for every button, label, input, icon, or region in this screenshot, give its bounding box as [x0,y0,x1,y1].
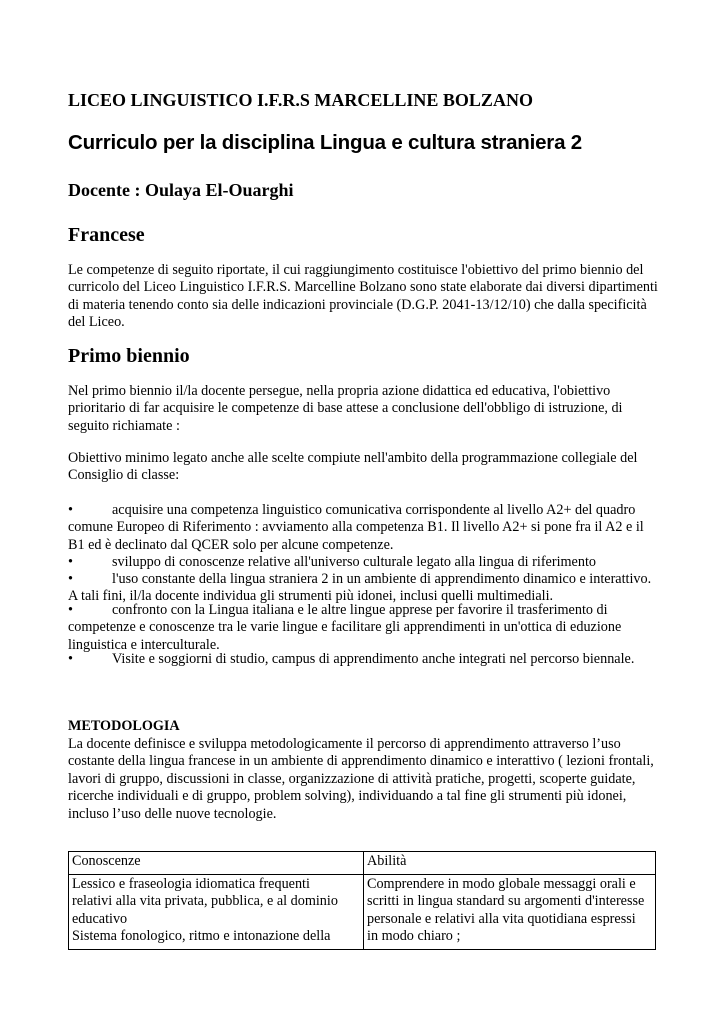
bullet-marker: • [68,502,73,518]
bullet-text: sviluppo di conoscenze relative all'universo culturale legato alla lingua di riferimento [112,554,596,570]
teacher-heading: Docente : Oulaya El-Ouarghi [68,180,294,200]
cell-abilita [364,875,656,950]
objective-bullet-4 [68,602,660,654]
objective-bullet-3 [68,571,660,606]
cell-line: personale e relativi alla vita quotidiana espressi [367,910,636,927]
cell-line: Sistema fonologico, ritmo e intonazione della [72,928,331,945]
header-abilita: Abilità [364,852,656,875]
bullet-text: acquisire una competenza linguistico comunicativa corrispondente al livello A2+ del quadro comune Europeo di Riferimento : avviamento alla competenza B1. Il livello A2+ si pone fra il A2 e il B1 ed è declinato dal QCER solo per alcune competenze. [68,502,644,553]
header-conoscenze: Conoscenze [69,852,364,875]
francese-intro-paragraph: Le competenze di seguito riportate, il cui raggiungimento costituisce l'obiettivo del primo biennio del curricolo del Liceo Linguistico I.F.R.S. Marcelline Bolzano sono state elaborate dai diversi dipartimenti di materia tenendo conto sia delle indicazioni provinciale (D.G.P. 2041-13/12/10) che dalla specificità del Liceo. [68,262,658,331]
metodologia-title: METODOLOGIA [68,718,180,734]
bullet-marker: • [68,651,73,667]
cell-line: relativi alla vita privata, pubblica, e al dominio [72,893,338,910]
objective-bullet-5 [68,651,660,668]
objective-bullet-2 [68,554,660,571]
bullet-marker: • [68,554,73,570]
bullet-marker: • [68,602,73,618]
bullet-marker: • [68,571,73,587]
cell-line: Comprendere in modo globale messaggi orali e [367,876,636,892]
cell-line: in modo chiaro ; [367,928,461,945]
cell-line: Lessico e fraseologia idiomatica frequenti [72,876,310,892]
table-header-row [69,852,656,875]
bullet-text: confronto con la Lingua italiana e le altre lingue apprese per favorire il trasferimento di competenze e conoscenze tra le varie lingue e facilitare gli apprendimenti in un'ottica di eduzione linguistica e interculturale. [68,602,622,653]
cell-line: educativo [72,910,128,927]
section-title-francese: Francese [68,224,145,246]
school-heading: LICEO LINGUISTICO I.F.R.S MARCELLINE BOLZANO [68,90,533,110]
section-title-primo-biennio: Primo biennio [68,345,190,367]
bullet-text: l'uso constante della lingua straniera 2 in un ambiente di apprendimento dinamico e interattivo. A tali fini, il/la docente individua gli strumenti più idonei, inclusi quelli multimediali. [68,571,652,605]
table-row [69,875,656,950]
metodologia-paragraph: La docente definisce e sviluppa metodologicamente il percorso di apprendimento attraverso l’uso costante della lingua francese in un ambiente di apprendimento dinamico e interattivo ( lezioni frontali, lavori di gruppo, discussioni in classe, organizzazione di attività pratiche, progetti, scoperte guidate, ricerche individuali e di gruppo, problem solving), individuando a tal fine gli strumenti più idonei, incluso l’uso delle nuove tecnologie. [68,736,654,822]
cell-conoscenze [69,875,364,950]
primo-biennio-paragraph-1: Nel primo biennio il/la docente persegue, nella propria azione didattica ed educativa, l'obiettivo prioritario di far acquisire le competenze di base attese a conclusione dell'obbligo di istruzione, di seguito richiamate : [68,383,623,434]
curriculum-title: Curriculo per la disciplina Lingua e cultura straniera 2 [68,131,582,154]
objective-bullet-1 [68,502,660,554]
cell-line: scritti in lingua standard su argomenti d'interesse [367,893,645,910]
bullet-text: Visite e soggiorni di studio, campus di apprendimento anche integrati nel percorso biennale. [112,651,635,667]
primo-biennio-paragraph-2: Obiettivo minimo legato anche alle scelte compiute nell'ambito della programmazione collegiale del Consiglio di classe: [68,450,638,484]
competences-table [68,851,656,950]
